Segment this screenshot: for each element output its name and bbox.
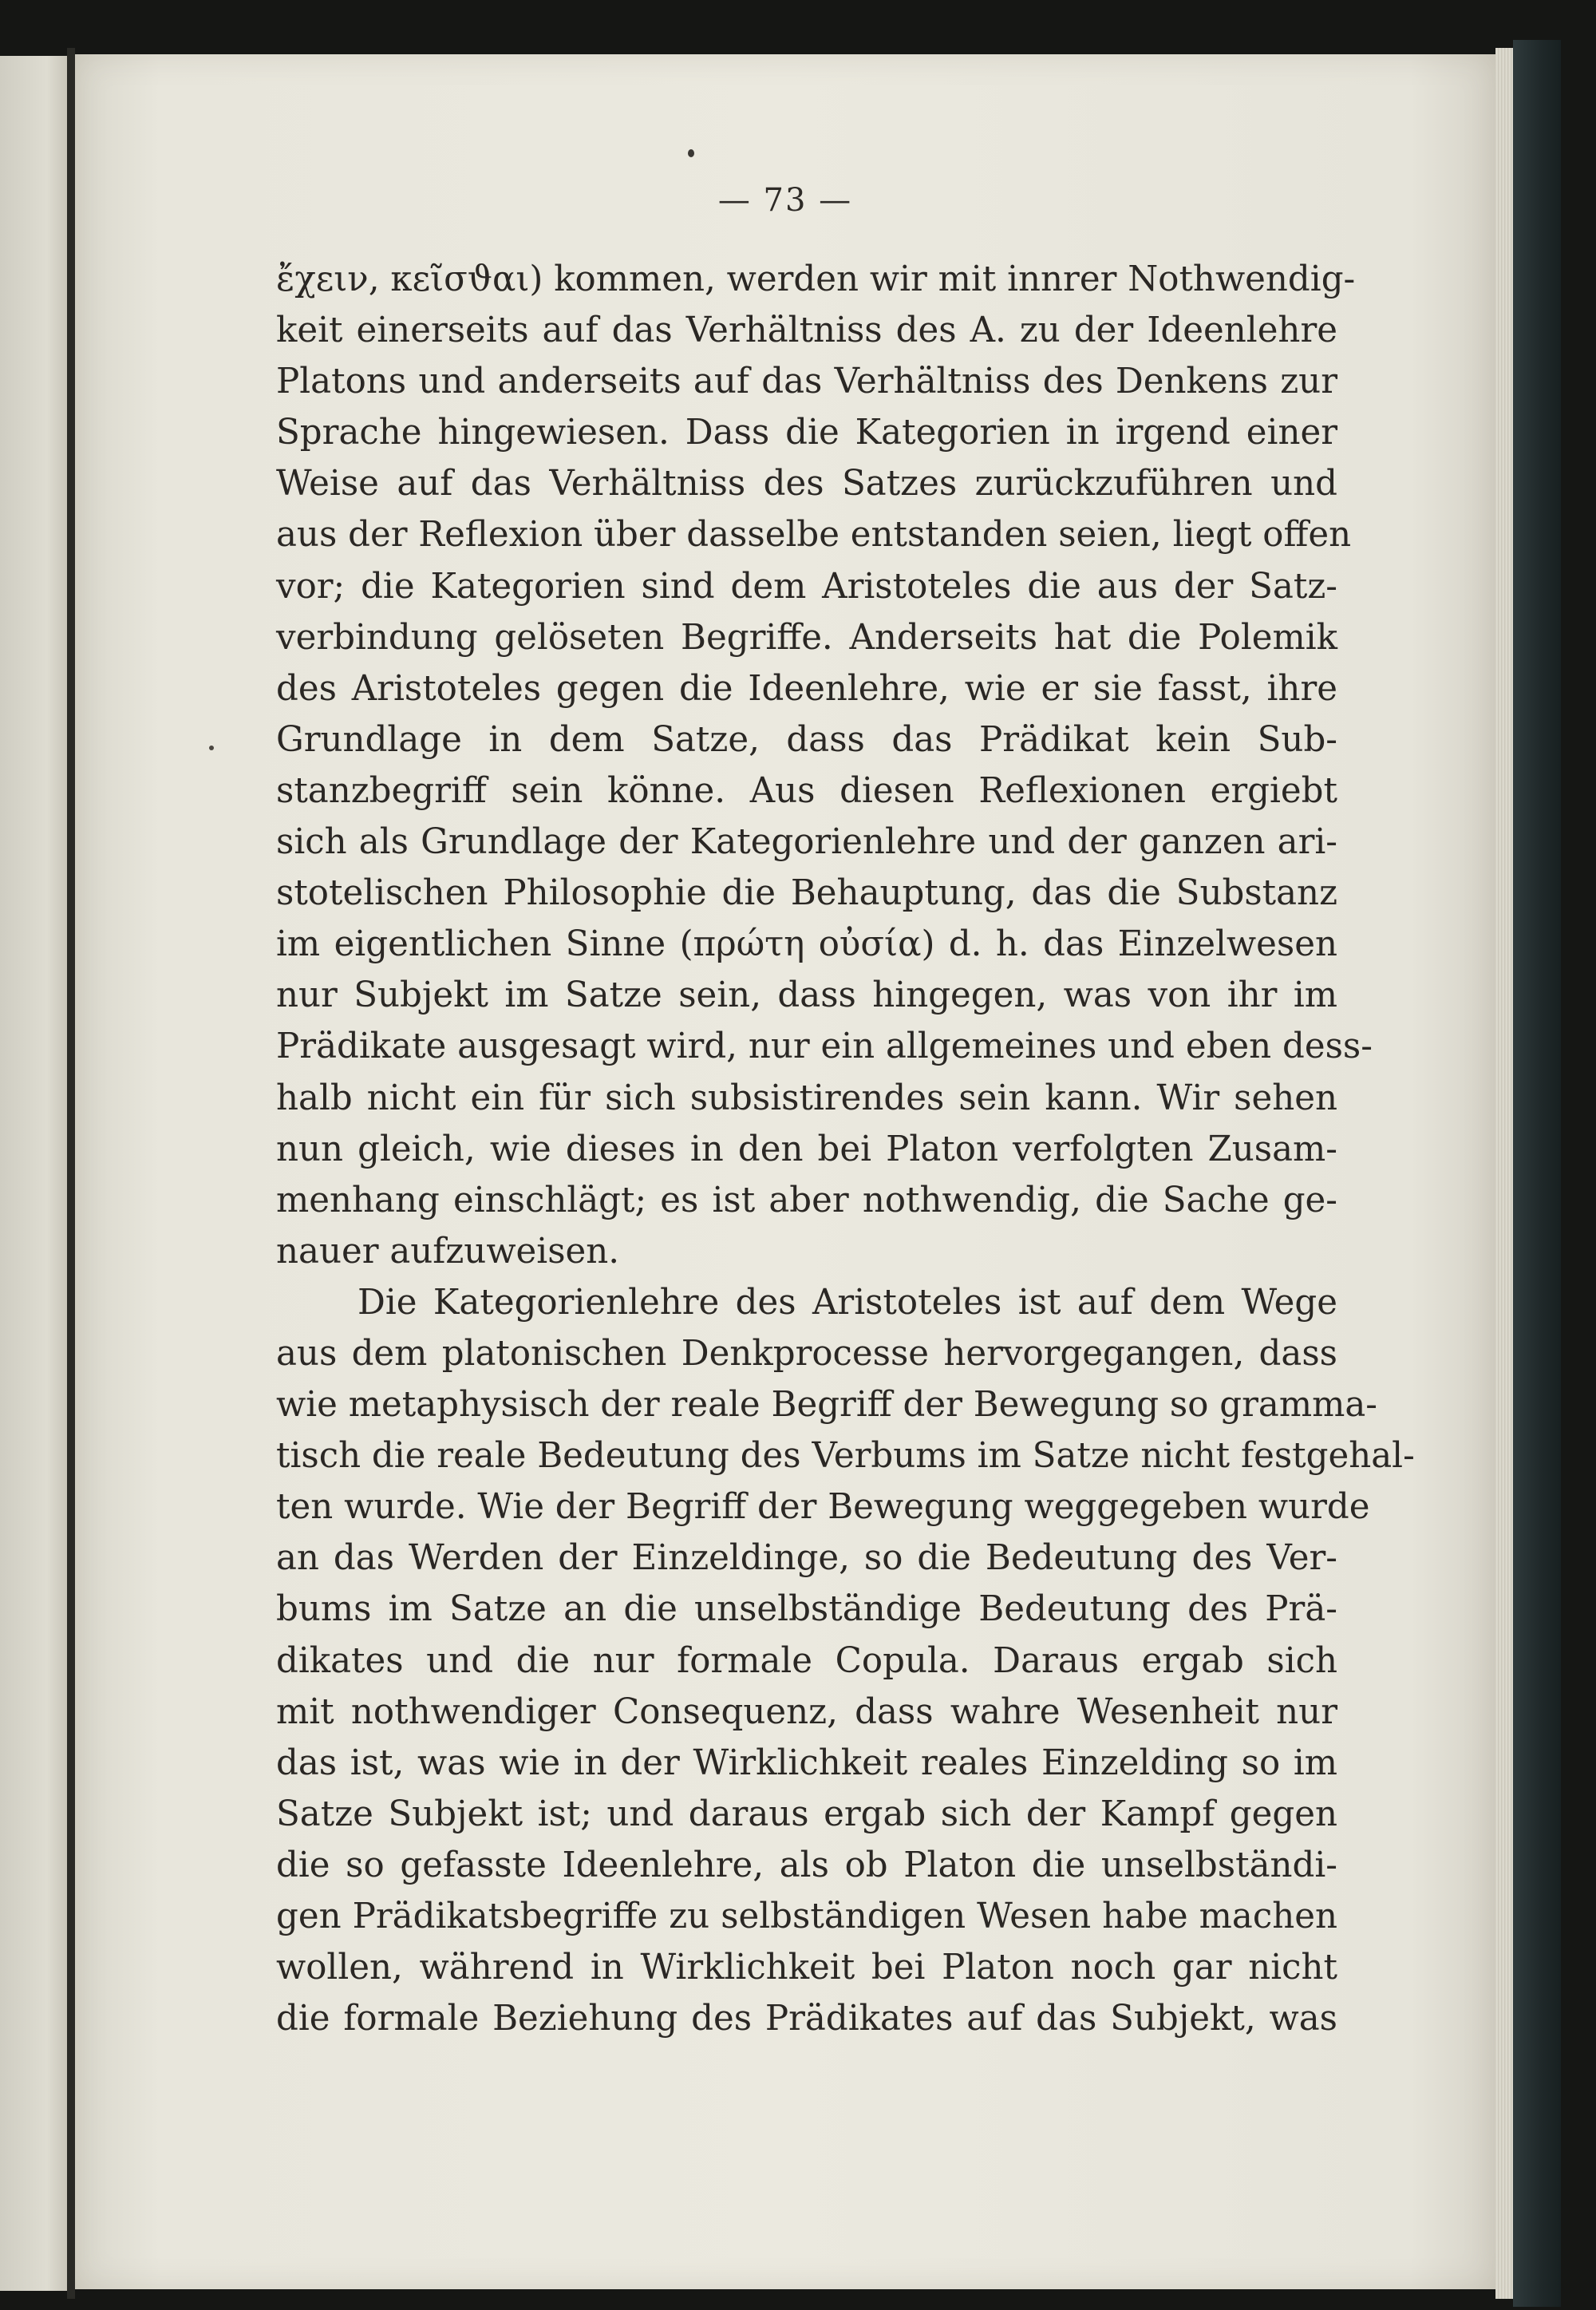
text-line: Prädikate ausgesagt wird, nur ein allgemeines und eben dess- — [276, 1026, 1373, 1067]
text-line: im eigentlichen Sinne (πρώτη οὐσία) d. h. das Einzelwesen — [276, 924, 1337, 965]
text-line: an das Werden der Einzeldinge, so die Bedeutung des Ver- — [276, 1538, 1337, 1579]
text-line: Grundlage in dem Satze, dass das Prädikat kein Sub- — [276, 719, 1337, 760]
text-line: wollen, während in Wirklichkeit bei Platon noch gar nicht — [276, 1948, 1337, 1988]
text-line: sich als Grundlage der Kategorienlehre und der ganzen ari- — [276, 822, 1337, 863]
text-line: Weise auf das Verhältniss des Satzes zurückzuführen und — [276, 464, 1337, 504]
text-line: nun gleich, wie dieses in den bei Platon verfolgten Zusam- — [276, 1129, 1337, 1169]
text-line: verbindung gelöseten Begriffe. Anderseits hat die Polemik — [276, 617, 1337, 658]
text-line: des Aristoteles gegen die Ideenlehre, wie er sie fasst, ihre — [276, 668, 1337, 709]
text-line: vor; die Kategorien sind dem Aristoteles die aus der Satz- — [276, 566, 1337, 607]
text-line: stanzbegriff sein könne. Aus diesen Reflexionen ergiebt — [276, 770, 1337, 811]
text-line: die formale Beziehung des Prädikates auf das Subjekt, was — [276, 1999, 1337, 2039]
text-line: mit nothwendiger Consequenz, dass wahre Wesenheit nur — [276, 1691, 1337, 1732]
page-edges — [1495, 48, 1513, 2299]
ink-dot — [688, 149, 694, 157]
book-gutter — [67, 48, 75, 2299]
text-line: gen Prädikatsbegriffe zu selbständigen Wesen habe machen — [276, 1897, 1337, 1936]
text-line: nauer aufzuweisen. — [276, 1231, 620, 1272]
left-page-edge — [0, 56, 67, 2291]
text-line: Die Kategorienlehre des Aristoteles ist auf dem Wege — [358, 1282, 1337, 1323]
text-line: nur Subjekt im Satze sein, dass hingegen, was von ihr im — [276, 975, 1337, 1016]
text-line: stotelischen Philosophie die Behauptung, das die Substanz — [276, 873, 1337, 914]
text-line: das ist, was wie in der Wirklichkeit reales Einzelding so im — [276, 1742, 1337, 1783]
margin-dot — [209, 746, 214, 750]
text-line: aus der Reflexion über dasselbe entstanden seien, liegt offen — [276, 515, 1352, 556]
text-line: Platons und anderseits auf das Verhältniss des Denkens zur — [276, 362, 1337, 402]
page-number-header: — 73 — — [717, 182, 853, 219]
text-line: die so gefasste Ideenlehre, als ob Platon die unselbständi- — [276, 1845, 1337, 1885]
text-line: dikates und die nur formale Copula. Daraus ergab sich — [276, 1640, 1337, 1681]
text-line: Satze Subjekt ist; und daraus ergab sich der Kampf gegen — [276, 1794, 1337, 1834]
text-line: halb nicht ein für sich subsistirendes sein kann. Wir sehen — [276, 1078, 1337, 1118]
text-line: menhang einschlägt; es ist aber nothwendig, die Sache ge- — [276, 1180, 1337, 1220]
book-cover-edge — [1513, 40, 1561, 2307]
text-line: tisch die reale Bedeutung des Verbums im Satze nicht festgehal- — [276, 1436, 1415, 1477]
text-line: aus dem platonischen Denkprocesse hervorgegangen, dass — [276, 1333, 1337, 1374]
text-line: ten wurde. Wie der Begriff der Bewegung weggegeben wurde — [276, 1487, 1370, 1528]
text-line: Sprache hingewiesen. Dass die Kategorien in irgend einer — [276, 413, 1337, 453]
text-line: ἔχειν, κεῖσϑαι) kommen, werden wir mit innrer Nothwendig- — [276, 259, 1356, 299]
text-line: keit einerseits auf das Verhältniss des A. zu der Ideenlehre — [276, 311, 1337, 351]
text-line: wie metaphysisch der reale Begriff der Bewegung so gramma- — [276, 1385, 1377, 1426]
text-line: bums im Satze an die unselbständige Bedeutung des Prä- — [276, 1589, 1337, 1630]
body-text — [276, 254, 1415, 2044]
